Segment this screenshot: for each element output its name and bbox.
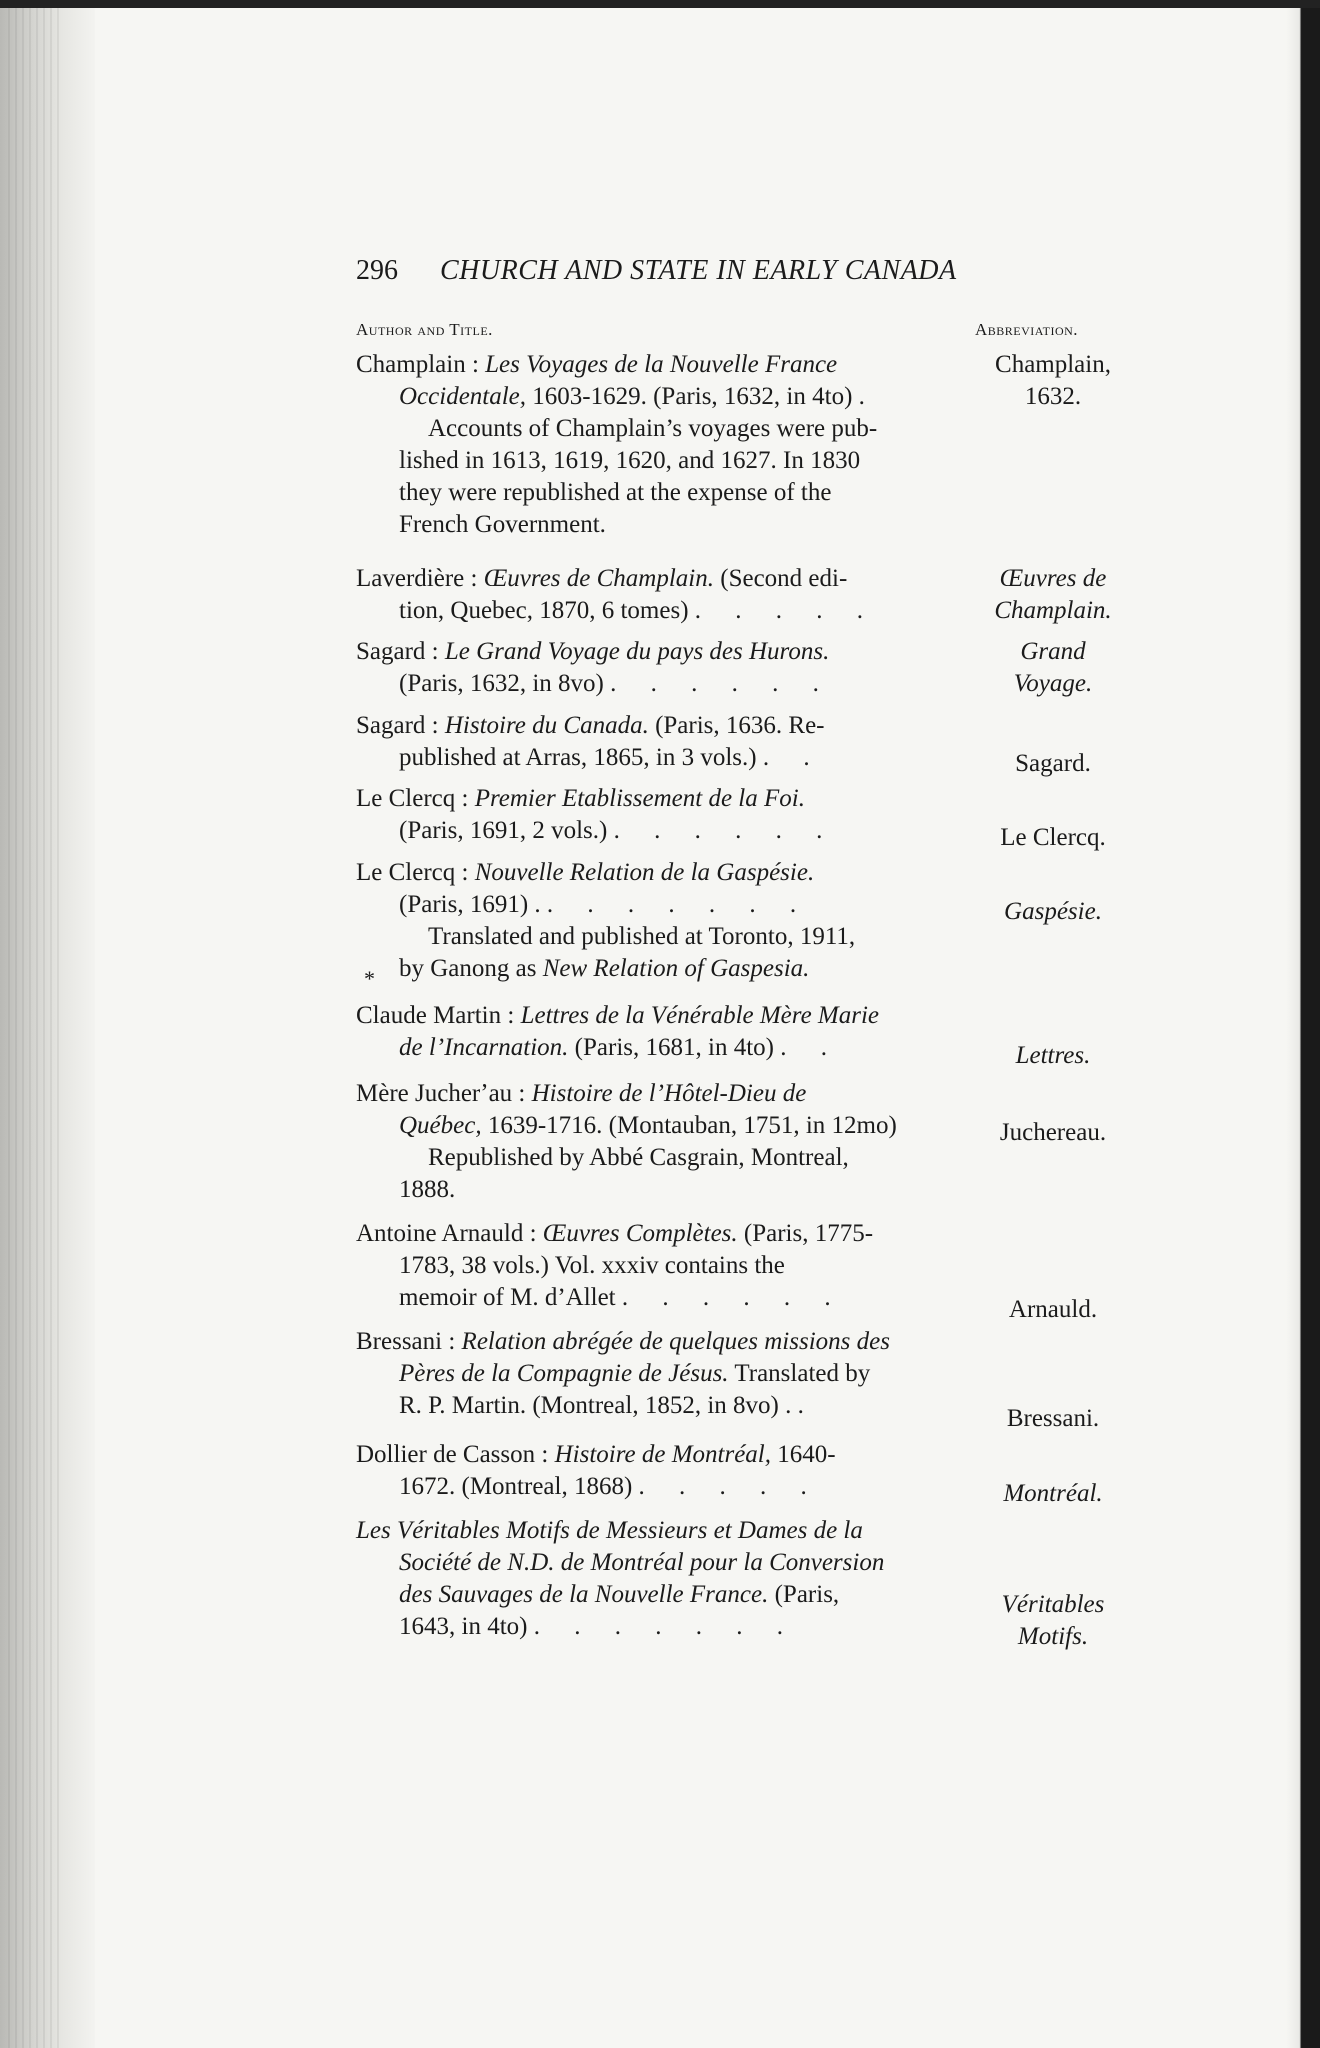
bibliography-entry-sagard-grand-voyage [356,636,968,700]
author: Sagard : [356,638,445,665]
abbreviation-le-clercq: Le Clercq. [1000,824,1106,851]
abbreviation-line: Champlain, [995,351,1111,378]
entry-line [356,1579,968,1611]
title: Occidentale, [399,383,527,410]
running-header [356,255,1062,295]
publication-info: (Paris, 1632, in 8vo) [399,670,604,697]
title: Histoire de Montréal, [554,1441,771,1468]
entry-line [356,1282,968,1314]
publication-info: 1672. (Montreal, 1868) [399,1473,633,1500]
leader-dots: . [797,1392,818,1419]
publication-info: tion, Quebec, 1870, 6 tomes) [399,597,689,624]
entry-line: 1783, 38 vols.) Vol. xxxiv contains the [399,1252,785,1279]
author: Claude Martin : [356,1002,521,1029]
publication-info: R. P. Martin. (Montreal, 1852, in 8vo) . [399,1392,792,1419]
title: Les Voyages de la Nouvelle France [485,351,838,378]
entry-note: French Government. [399,511,606,538]
bibliography-entry-le-clercq-premier [356,783,968,847]
entry-line [356,783,968,815]
entry-line [356,710,968,742]
leader-dots: . . . . . . [613,817,837,844]
title: Nouvelle Relation de la Gaspésie. [474,859,815,886]
entry-note: Translated and published at Toronto, 1911, [428,923,856,950]
title: des Sauvages de la Nouvelle France. [399,1581,769,1608]
entry-line [356,595,968,627]
publication-info: memoir of M. d’Allet [399,1284,616,1311]
entry-line [356,815,968,847]
bibliography-entry-arnauld [356,1218,968,1314]
title: Le Grand Voyage du pays des Hurons. [444,638,830,665]
entry-line [356,349,968,381]
abbreviation-gaspesie: Gaspésie. [1004,898,1102,925]
abbreviation-montreal: Montréal. [1003,1480,1103,1507]
author: Le Clercq : [356,859,475,886]
leader-dots: . . . . . . [610,670,833,697]
publication-info: (Paris, [768,1581,840,1608]
abbreviation-line: 1632. [1024,383,1082,410]
abbreviation-grand-voyage [988,636,1118,700]
entry-line [356,857,968,889]
entry-line [356,1218,968,1250]
abbreviation-lettres: Lettres. [1015,1042,1091,1069]
publication-info: (Paris, 1681, in 4to) [568,1034,774,1061]
bibliography-entry-claude-martin [356,1000,968,1064]
bibliography-entry-veritables-motifs [356,1515,968,1643]
abbreviation-line: Champlain. [994,597,1112,624]
title: Québec, [399,1112,482,1139]
page-top-edge [0,0,1320,8]
entry-line [356,1611,968,1643]
publication-info: 1640- [771,1441,836,1468]
author: Dollier de Casson : [356,1441,555,1468]
title: Œuvres de Champlain. [483,565,714,592]
author: Laverdière : [356,565,484,592]
column-heading-abbreviation: Abbreviation. [975,320,1079,339]
title: Relation abrégée de quelques missions des [461,1328,890,1355]
running-title: CHURCH AND STATE IN EARLY CANADA [440,255,957,286]
publication-info: 1603-1629. (Paris, 1632, in 4to) . [526,383,865,410]
bibliography-entry-laverdiere [356,563,968,627]
entry-line [356,1326,968,1358]
publication-info: (Paris, 1775- [737,1220,874,1247]
title: Lettres de la Vénérable Mère Marie [520,1002,880,1029]
abbreviation-line: Œuvres de [999,565,1107,592]
author: Champlain : [356,351,486,378]
entry-line: Les Véritables Motifs de Messieurs et Dames de la [356,1517,863,1544]
leader-dots: . . . . . [638,1473,821,1500]
abbreviation-line: Grand [1020,638,1086,665]
publication-info: Translated by [728,1360,871,1387]
entry-line [356,1110,968,1142]
abbreviation-line: Véritables [1001,1591,1105,1618]
entry-note: Republished by Abbé Casgrain, Montreal, [428,1144,849,1171]
asterisk-mark: * [364,966,375,991]
bibliography-entry-bressani [356,1326,968,1422]
abbreviation-bressani: Bressani. [1006,1405,1100,1432]
title: New Relation of Gaspesia. [542,955,810,982]
title: Histoire du Canada. [444,712,649,739]
entry-line [356,1439,968,1471]
title: Œuvres Complètes. [542,1220,738,1247]
entry-line [356,636,968,668]
author: Bressani : [356,1328,462,1355]
entry-line [356,742,968,774]
abbreviation-line: Voyage. [1013,670,1093,697]
abbreviation-juchereau: Juchereau. [999,1119,1107,1146]
publication-info: (Paris, 1691) . [399,891,541,918]
note-text: by Ganong as [399,955,543,982]
title: Pères de la Compagnie de Jésus. [399,1360,729,1387]
entry-line [356,889,968,921]
entry-line: Société de N.D. de Montréal pour la Conversion [399,1549,885,1576]
column-heading-author-title: Author and Title. [356,320,493,339]
entry-line [356,381,968,413]
author: Antoine Arnauld : [356,1220,543,1247]
page-number: 296 [356,255,398,286]
entry-note [356,953,968,985]
leader-dots: . . . . . . . [533,1613,797,1640]
publication-info: (Paris, 1636. Re- [648,712,825,739]
bibliography-entry-juchereau [356,1078,968,1206]
entry-line [356,1471,968,1503]
entry-note: Accounts of Champlain’s voyages were pub- [428,415,878,442]
entry-line [356,1000,968,1032]
author: Sagard : [356,712,445,739]
entry-line [356,668,968,700]
author: Mère Jucherʼau : [356,1080,532,1107]
author: Le Clercq : [356,785,475,812]
abbreviation-arnauld: Arnauld. [1008,1296,1098,1323]
publication-info: (Paris, 1691, 2 vols.) [399,817,608,844]
entry-line [356,1032,968,1064]
leader-dots: . . . . . . . [546,891,811,918]
abbreviation-champlain [988,349,1118,413]
entry-note: they were republished at the expense of the [399,479,832,506]
leader-dots: . . [780,1034,841,1061]
abbreviation-veritables-motifs [988,1589,1118,1653]
entry-line [356,1358,968,1390]
abbreviation-sagard: Sagard. [1015,750,1091,777]
publication-info: 1643, in 4to) [399,1613,528,1640]
entry-line [356,563,968,595]
bibliography-entry-champlain [356,349,968,541]
abbreviation-oeuvres-de-champlain [988,563,1118,627]
entry-line [356,1390,968,1422]
title: Premier Etablissement de la Foi. [474,785,805,812]
publication-info: published at Arras, 1865, in 3 vols.) [399,744,757,771]
publication-info: (Second edi- [714,565,848,592]
bibliography-entry-dollier-de-casson [356,1439,968,1503]
bibliography-entry-le-clercq-gaspesie [356,857,968,985]
page-edges [8,8,63,2048]
entry-note: 1888. [399,1176,456,1203]
abbreviation-line: Motifs. [1017,1623,1089,1650]
leader-dots: . . . . . . [621,1284,845,1311]
title: de l’Incarnation. [399,1034,569,1061]
entry-line [356,1078,968,1110]
title: Histoire de l’Hôtel-Dieu de [531,1080,807,1107]
publication-info: 1639-1716. (Montauban, 1751, in 12mo) [481,1112,897,1139]
book-gutter [0,8,95,2048]
entry-note: lished in 1613, 1619, 1620, and 1627. In 1830 [399,447,861,474]
leader-dots: . . [762,744,824,771]
leader-dots: . . . . . [694,597,878,624]
page-right-edge [1286,8,1320,2048]
bibliography-entry-sagard-histoire [356,710,968,774]
